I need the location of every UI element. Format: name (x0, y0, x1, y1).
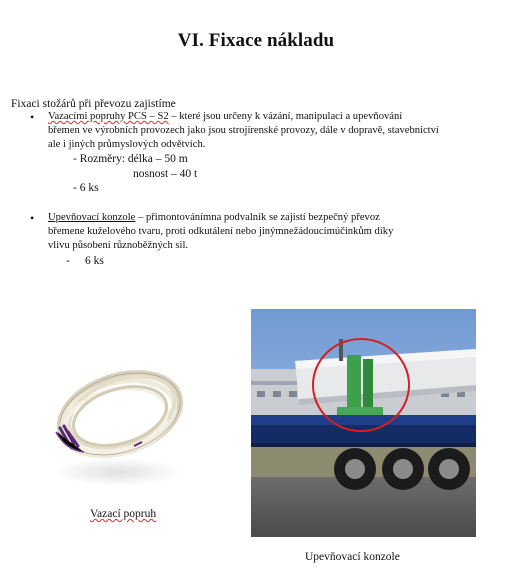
item1-line3: ale i jiných průmyslových odvětvích. (48, 139, 206, 150)
item2-count: 6 ks (85, 255, 104, 267)
item2-line1-rest: – přimontovánímna podvalník se zajistí bezpečný převoz (135, 212, 380, 223)
item2-line1 (48, 211, 380, 225)
item2-count-dash: - (66, 255, 70, 267)
dimensions-length: - Rozměry: délka – 50 m (73, 153, 188, 165)
intro-text: Fixaci stožárů při převozu zajistíme (11, 98, 176, 110)
strap-image (38, 362, 190, 492)
console-photo (251, 309, 476, 537)
strap-caption: Vazací popruh (90, 508, 157, 520)
console-caption: Upevňovací konzole (305, 551, 400, 563)
item2-line2: břemene kuželového tvaru, proti odkutálení nebo jinýmnežádoucímúčinkům díky (48, 226, 394, 237)
bullet-1: • (30, 110, 35, 124)
page-title: VI. Fixace nákladu (177, 30, 335, 51)
strap-name: Vazacími popruhy PCS – S2 (48, 111, 169, 122)
bullet-2: • (30, 211, 35, 225)
item1-line1-rest: – které jsou určeny k vázání, manipulaci a upevňování (168, 111, 403, 122)
item1-count: - 6 ks (73, 182, 99, 194)
console-name: Upevňovací konzole (48, 212, 136, 223)
item1-line2: břemen ve výrobních provozech jako jsou strojírenské provozy, dále v dopravě, stavebnictví (48, 125, 439, 136)
item1-line1 (48, 110, 508, 124)
dimensions-load: nosnost – 40 t (133, 168, 198, 180)
item2-line3: vlivu působení různoběžných sil. (48, 240, 189, 251)
